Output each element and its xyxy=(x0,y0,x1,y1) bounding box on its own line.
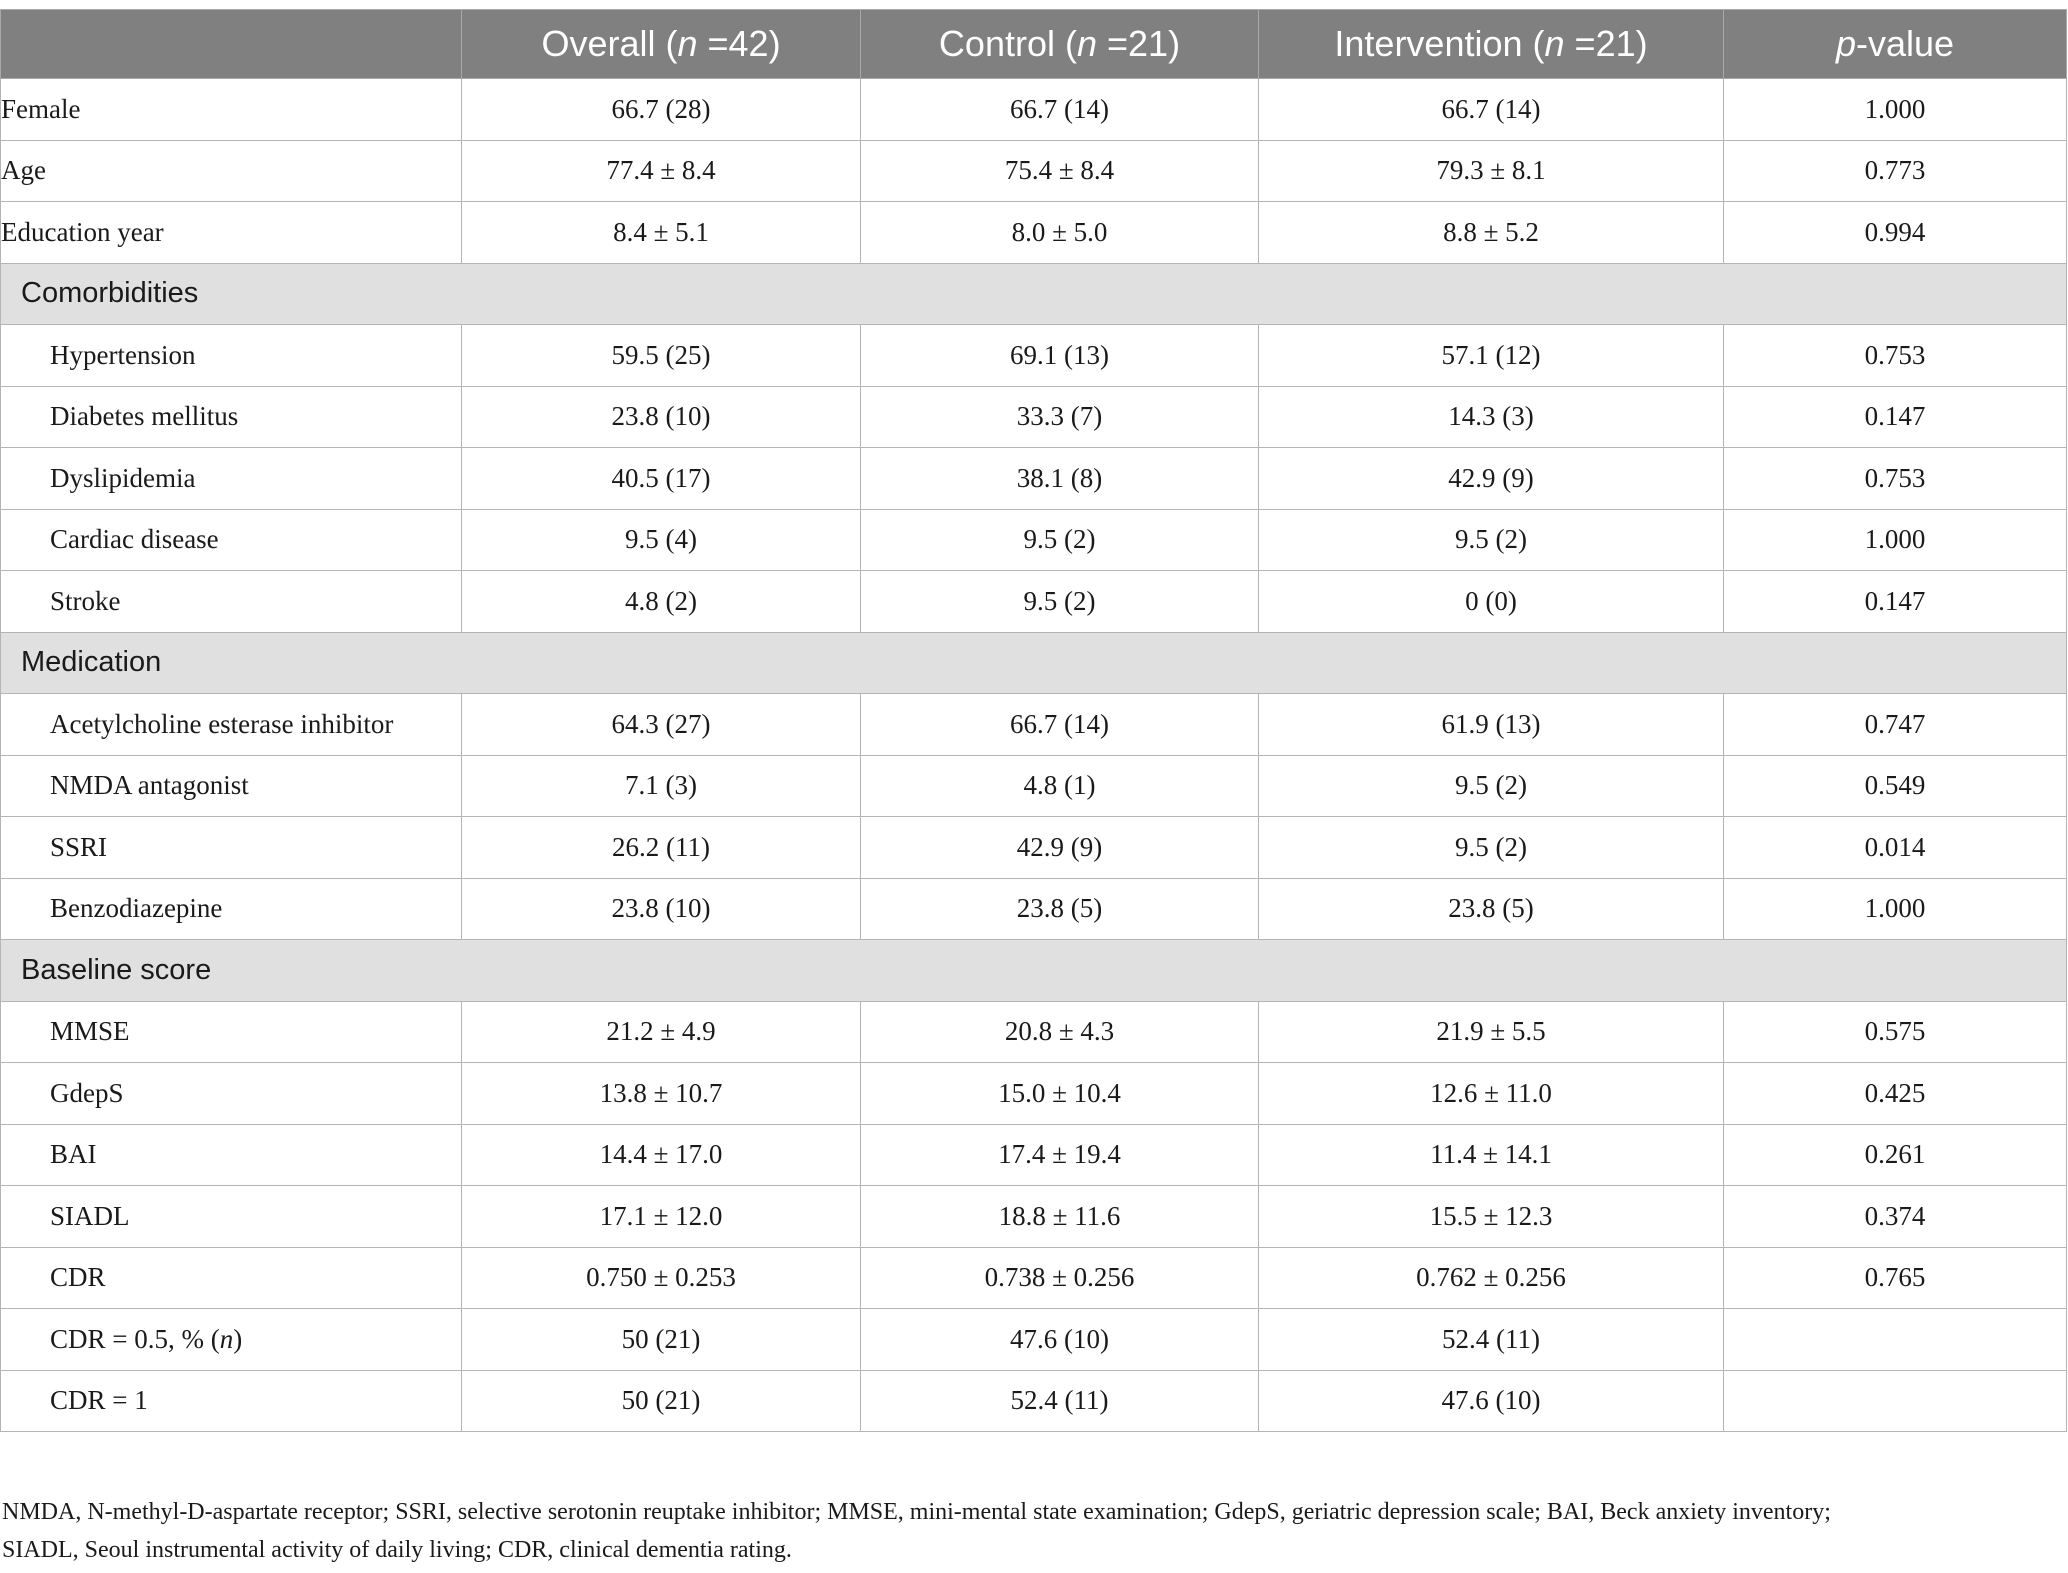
cell-intervention: 23.8 (5) xyxy=(1259,878,1724,940)
cell-control: 38.1 (8) xyxy=(861,448,1259,510)
cell-p-value: 1.000 xyxy=(1724,79,2067,141)
row-label: Cardiac disease xyxy=(1,509,462,571)
row-label: NMDA antagonist xyxy=(1,755,462,817)
row-label: SSRI xyxy=(1,817,462,879)
cell-intervention: 15.5 ± 12.3 xyxy=(1259,1186,1724,1248)
cell-p-value: 1.000 xyxy=(1724,509,2067,571)
cell-overall: 23.8 (10) xyxy=(462,386,861,448)
cell-intervention: 8.8 ± 5.2 xyxy=(1259,202,1724,264)
cell-overall: 14.4 ± 17.0 xyxy=(462,1124,861,1186)
footnote xyxy=(2,1493,2062,1569)
footnote-line-1: NMDA, N-methyl-D-aspartate receptor; SSRI, selective serotonin reuptake inhibitor; MMSE, mini-mental state examination; GdepS, geriatric depression scale; BAI, Beck anxiety inventory; xyxy=(2,1499,1831,1525)
cell-control: 0.738 ± 0.256 xyxy=(861,1247,1259,1309)
cell-intervention: 9.5 (2) xyxy=(1259,755,1724,817)
table-row xyxy=(1,1247,2067,1309)
cell-p-value: 0.994 xyxy=(1724,202,2067,264)
cell-intervention: 61.9 (13) xyxy=(1259,694,1724,756)
header-intervention: Intervention (n =21) xyxy=(1259,10,1724,79)
row-label: Female xyxy=(1,79,462,141)
cell-intervention: 14.3 (3) xyxy=(1259,386,1724,448)
section-label: Medication xyxy=(1,632,2067,694)
cell-intervention: 52.4 (11) xyxy=(1259,1309,1724,1371)
cell-control: 69.1 (13) xyxy=(861,325,1259,387)
table-row xyxy=(1,325,2067,387)
cell-control: 52.4 (11) xyxy=(861,1370,1259,1432)
cell-intervention: 9.5 (2) xyxy=(1259,817,1724,879)
cell-intervention: 79.3 ± 8.1 xyxy=(1259,140,1724,202)
table-row xyxy=(1,1186,2067,1248)
cell-control: 8.0 ± 5.0 xyxy=(861,202,1259,264)
table-row xyxy=(1,1001,2067,1063)
cell-control: 33.3 (7) xyxy=(861,386,1259,448)
row-label: CDR = 0.5, % (n) xyxy=(1,1309,462,1371)
row-label: Education year xyxy=(1,202,462,264)
table-row xyxy=(1,386,2067,448)
section-row xyxy=(1,263,2067,325)
cell-intervention: 42.9 (9) xyxy=(1259,448,1724,510)
row-label: Acetylcholine esterase inhibitor xyxy=(1,694,462,756)
cell-p-value: 0.773 xyxy=(1724,140,2067,202)
row-label: Diabetes mellitus xyxy=(1,386,462,448)
cell-control: 75.4 ± 8.4 xyxy=(861,140,1259,202)
cell-control: 47.6 (10) xyxy=(861,1309,1259,1371)
baseline-characteristics-table xyxy=(0,9,2067,1432)
row-label: Stroke xyxy=(1,571,462,633)
section-label: Baseline score xyxy=(1,940,2067,1002)
cell-intervention: 66.7 (14) xyxy=(1259,79,1724,141)
header-row xyxy=(1,10,2067,79)
table-row xyxy=(1,1063,2067,1125)
cell-overall: 9.5 (4) xyxy=(462,509,861,571)
cell-overall: 4.8 (2) xyxy=(462,571,861,633)
cell-intervention: 0 (0) xyxy=(1259,571,1724,633)
cell-overall: 0.750 ± 0.253 xyxy=(462,1247,861,1309)
cell-p-value: 0.549 xyxy=(1724,755,2067,817)
cell-p-value xyxy=(1724,1370,2067,1432)
cell-p-value: 0.147 xyxy=(1724,571,2067,633)
row-label: Dyslipidemia xyxy=(1,448,462,510)
cell-p-value: 0.147 xyxy=(1724,386,2067,448)
table-container xyxy=(0,9,2068,1432)
cell-p-value: 0.261 xyxy=(1724,1124,2067,1186)
cell-control: 42.9 (9) xyxy=(861,817,1259,879)
table-row xyxy=(1,509,2067,571)
cell-p-value: 0.014 xyxy=(1724,817,2067,879)
cell-overall: 77.4 ± 8.4 xyxy=(462,140,861,202)
table-body xyxy=(1,79,2067,1432)
row-label: GdepS xyxy=(1,1063,462,1125)
row-label: MMSE xyxy=(1,1001,462,1063)
table-row xyxy=(1,694,2067,756)
header-control: Control (n =21) xyxy=(861,10,1259,79)
cell-control: 23.8 (5) xyxy=(861,878,1259,940)
table-row xyxy=(1,1370,2067,1432)
cell-overall: 17.1 ± 12.0 xyxy=(462,1186,861,1248)
cell-intervention: 57.1 (12) xyxy=(1259,325,1724,387)
cell-intervention: 47.6 (10) xyxy=(1259,1370,1724,1432)
cell-intervention: 21.9 ± 5.5 xyxy=(1259,1001,1724,1063)
section-label: Comorbidities xyxy=(1,263,2067,325)
cell-control: 9.5 (2) xyxy=(861,509,1259,571)
cell-control: 20.8 ± 4.3 xyxy=(861,1001,1259,1063)
row-label: BAI xyxy=(1,1124,462,1186)
row-label: CDR xyxy=(1,1247,462,1309)
row-label: Benzodiazepine xyxy=(1,878,462,940)
cell-overall: 26.2 (11) xyxy=(462,817,861,879)
footnote-line-2: SIADL, Seoul instrumental activity of daily living; CDR, clinical dementia rating. xyxy=(2,1537,792,1563)
cell-intervention: 12.6 ± 11.0 xyxy=(1259,1063,1724,1125)
cell-control: 15.0 ± 10.4 xyxy=(861,1063,1259,1125)
cell-control: 17.4 ± 19.4 xyxy=(861,1124,1259,1186)
cell-control: 4.8 (1) xyxy=(861,755,1259,817)
cell-p-value: 0.753 xyxy=(1724,448,2067,510)
cell-p-value: 0.374 xyxy=(1724,1186,2067,1248)
cell-overall: 66.7 (28) xyxy=(462,79,861,141)
cell-overall: 8.4 ± 5.1 xyxy=(462,202,861,264)
row-label: Age xyxy=(1,140,462,202)
table-row xyxy=(1,755,2067,817)
cell-control: 9.5 (2) xyxy=(861,571,1259,633)
header-overall: Overall (n =42) xyxy=(462,10,861,79)
cell-p-value: 1.000 xyxy=(1724,878,2067,940)
cell-p-value xyxy=(1724,1309,2067,1371)
cell-control: 18.8 ± 11.6 xyxy=(861,1186,1259,1248)
cell-p-value: 0.765 xyxy=(1724,1247,2067,1309)
cell-overall: 59.5 (25) xyxy=(462,325,861,387)
section-row xyxy=(1,632,2067,694)
cell-overall: 50 (21) xyxy=(462,1370,861,1432)
table-row xyxy=(1,817,2067,879)
section-row xyxy=(1,940,2067,1002)
row-label: Hypertension xyxy=(1,325,462,387)
cell-p-value: 0.753 xyxy=(1724,325,2067,387)
row-label: SIADL xyxy=(1,1186,462,1248)
cell-overall: 64.3 (27) xyxy=(462,694,861,756)
cell-overall: 50 (21) xyxy=(462,1309,861,1371)
table-row xyxy=(1,878,2067,940)
cell-intervention: 0.762 ± 0.256 xyxy=(1259,1247,1724,1309)
cell-overall: 13.8 ± 10.7 xyxy=(462,1063,861,1125)
cell-overall: 21.2 ± 4.9 xyxy=(462,1001,861,1063)
table-row xyxy=(1,1309,2067,1371)
cell-p-value: 0.575 xyxy=(1724,1001,2067,1063)
cell-overall: 7.1 (3) xyxy=(462,755,861,817)
cell-intervention: 11.4 ± 14.1 xyxy=(1259,1124,1724,1186)
cell-control: 66.7 (14) xyxy=(861,79,1259,141)
cell-p-value: 0.425 xyxy=(1724,1063,2067,1125)
table-row xyxy=(1,140,2067,202)
table-row xyxy=(1,571,2067,633)
row-label: CDR = 1 xyxy=(1,1370,462,1432)
header-empty xyxy=(1,10,462,79)
cell-control: 66.7 (14) xyxy=(861,694,1259,756)
table-row xyxy=(1,1124,2067,1186)
table-row xyxy=(1,202,2067,264)
cell-overall: 23.8 (10) xyxy=(462,878,861,940)
table-row xyxy=(1,79,2067,141)
cell-p-value: 0.747 xyxy=(1724,694,2067,756)
cell-intervention: 9.5 (2) xyxy=(1259,509,1724,571)
cell-overall: 40.5 (17) xyxy=(462,448,861,510)
header-p-value: p-value xyxy=(1724,10,2067,79)
table-row xyxy=(1,448,2067,510)
